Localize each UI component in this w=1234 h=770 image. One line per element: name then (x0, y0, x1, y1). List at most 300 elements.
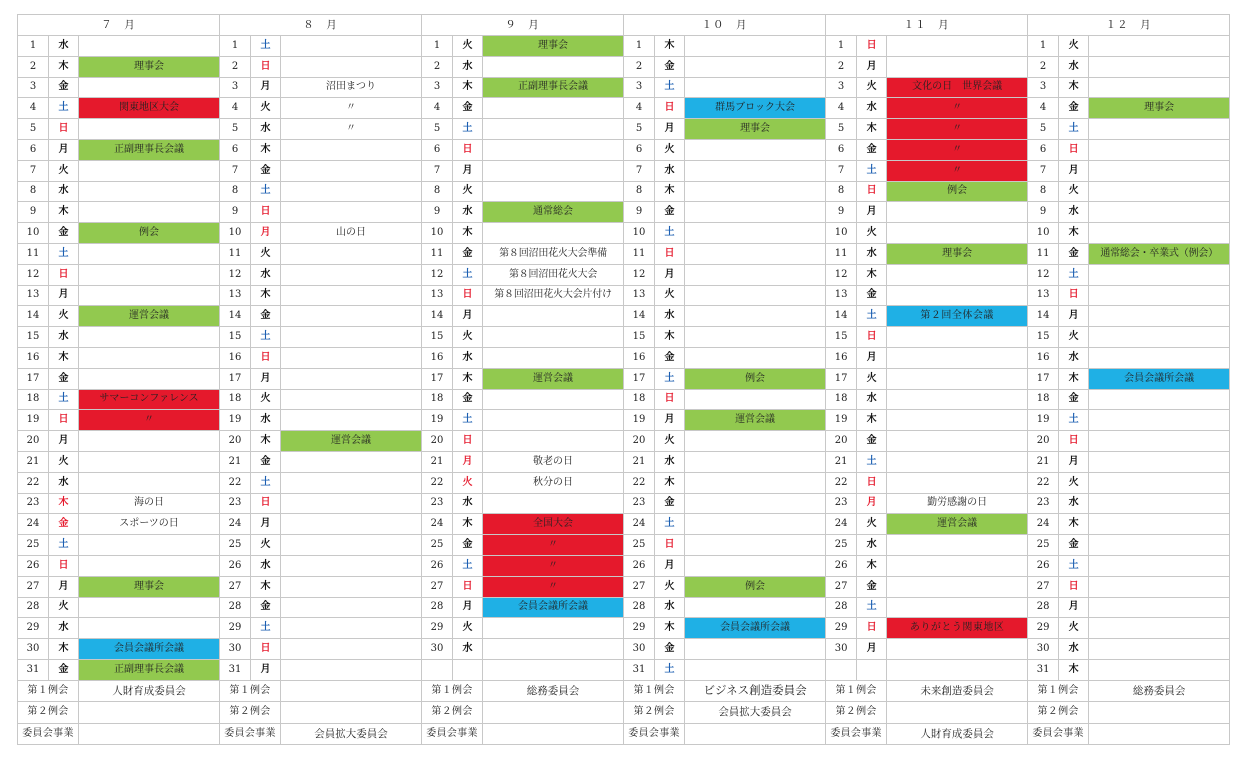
event-cell: 通常総会・卒業式（例会） (1089, 243, 1230, 264)
day-number: 22 (422, 472, 453, 493)
event-cell: 〃 (887, 139, 1028, 160)
footer-committee: 会員拡大委員会 (685, 702, 826, 724)
empty-event-cell (685, 306, 826, 327)
weekday-cell: 日 (49, 119, 79, 140)
event-cell: 〃 (887, 119, 1028, 140)
empty-event-cell (483, 98, 624, 119)
day-number: 8 (624, 181, 655, 202)
weekday-cell: 木 (251, 285, 281, 306)
weekday-cell: 木 (49, 56, 79, 77)
day-number: 12 (826, 264, 857, 285)
day-number: 11 (220, 243, 251, 264)
month-header: １０ 月 (624, 15, 826, 36)
weekday-cell: 月 (49, 139, 79, 160)
empty-event-cell (79, 243, 220, 264)
weekday-cell: 日 (49, 410, 79, 431)
day-number: 7 (624, 160, 655, 181)
empty-event-cell (1089, 597, 1230, 618)
empty-event-cell (281, 56, 422, 77)
empty-event-cell (281, 555, 422, 576)
empty-event-cell (79, 181, 220, 202)
day-number (422, 659, 453, 680)
day-number: 26 (826, 555, 857, 576)
footer-committee: 未来創造委員会 (887, 680, 1028, 702)
weekday-cell: 日 (49, 264, 79, 285)
day-number: 12 (220, 264, 251, 285)
day-row (18, 98, 1230, 119)
day-number (826, 659, 857, 680)
day-number: 24 (220, 514, 251, 535)
day-number: 4 (1028, 98, 1059, 119)
day-number: 12 (624, 264, 655, 285)
weekday-cell: 水 (251, 264, 281, 285)
day-number: 3 (18, 77, 49, 98)
weekday-cell: 火 (1059, 472, 1089, 493)
footer-committee: 会員拡大委員会 (281, 723, 422, 745)
day-number: 13 (624, 285, 655, 306)
day-number: 23 (624, 493, 655, 514)
day-number: 4 (826, 98, 857, 119)
weekday-cell: 木 (655, 327, 685, 348)
day-number: 2 (422, 56, 453, 77)
event-cell: 運営会議 (281, 431, 422, 452)
empty-event-cell (483, 306, 624, 327)
empty-event-cell (1089, 347, 1230, 368)
weekday-cell: 土 (49, 98, 79, 119)
day-number: 9 (422, 202, 453, 223)
empty-event-cell (685, 77, 826, 98)
day-row (18, 368, 1230, 389)
day-row (18, 327, 1230, 348)
empty-event-cell (1089, 77, 1230, 98)
footer-committee (1089, 702, 1230, 724)
day-number: 11 (422, 243, 453, 264)
footer-committee: 人財育成委員会 (887, 723, 1028, 745)
empty-event-cell (685, 535, 826, 556)
day-number: 21 (422, 451, 453, 472)
event-cell: 例会 (887, 181, 1028, 202)
empty-event-cell (685, 639, 826, 660)
weekday-cell: 水 (453, 202, 483, 223)
day-number: 5 (422, 119, 453, 140)
weekday-cell: 水 (1059, 347, 1089, 368)
weekday-cell: 月 (655, 119, 685, 140)
day-row (18, 410, 1230, 431)
weekday-cell: 土 (857, 306, 887, 327)
weekday-cell: 月 (251, 77, 281, 98)
empty-event-cell (79, 618, 220, 639)
footer-label: 委員会事業 (422, 723, 483, 745)
day-number: 19 (1028, 410, 1059, 431)
empty-event-cell (685, 223, 826, 244)
event-cell: 〃 (887, 160, 1028, 181)
event-cell: 〃 (887, 98, 1028, 119)
weekday-cell: 火 (1059, 327, 1089, 348)
weekday-cell: 金 (857, 139, 887, 160)
weekday-cell: 木 (1059, 659, 1089, 680)
weekday-cell: 日 (1059, 576, 1089, 597)
empty-event-cell (281, 451, 422, 472)
weekday-cell: 月 (453, 451, 483, 472)
day-number: 28 (624, 597, 655, 618)
footer-committee (79, 702, 220, 724)
weekday-cell: 木 (49, 347, 79, 368)
day-row (18, 119, 1230, 140)
day-row (18, 639, 1230, 660)
empty-event-cell (1089, 119, 1230, 140)
event-cell: 第２回全体会議 (887, 306, 1028, 327)
weekday-cell: 火 (655, 285, 685, 306)
day-number: 30 (826, 639, 857, 660)
empty-event-cell (79, 285, 220, 306)
day-number: 8 (422, 181, 453, 202)
day-number: 17 (220, 368, 251, 389)
empty-event-cell (685, 659, 826, 680)
day-number: 17 (422, 368, 453, 389)
empty-event-cell (1089, 431, 1230, 452)
day-number: 29 (826, 618, 857, 639)
weekday-cell (857, 659, 887, 680)
empty-event-cell (483, 327, 624, 348)
day-number: 29 (624, 618, 655, 639)
footer-row (18, 702, 1230, 724)
weekday-cell: 月 (1059, 597, 1089, 618)
day-number: 6 (18, 139, 49, 160)
day-number: 6 (624, 139, 655, 160)
weekday-cell: 土 (857, 160, 887, 181)
empty-event-cell (1089, 285, 1230, 306)
empty-event-cell (281, 327, 422, 348)
empty-event-cell (1089, 36, 1230, 57)
event-cell: 〃 (483, 555, 624, 576)
day-row (18, 243, 1230, 264)
day-number: 7 (18, 160, 49, 181)
day-number: 10 (422, 223, 453, 244)
empty-event-cell (685, 202, 826, 223)
empty-event-cell (79, 597, 220, 618)
empty-event-cell (1089, 56, 1230, 77)
weekday-cell: 火 (251, 535, 281, 556)
day-number: 6 (1028, 139, 1059, 160)
weekday-cell: 金 (49, 77, 79, 98)
day-number: 25 (220, 535, 251, 556)
weekday-cell: 土 (1059, 555, 1089, 576)
day-number: 2 (826, 56, 857, 77)
empty-event-cell (887, 555, 1028, 576)
weekday-cell: 木 (251, 139, 281, 160)
day-number: 11 (624, 243, 655, 264)
weekday-cell: 木 (1059, 223, 1089, 244)
footer-committee (281, 702, 422, 724)
event-cell: 〃 (483, 576, 624, 597)
weekday-cell: 木 (251, 431, 281, 452)
day-number: 29 (1028, 618, 1059, 639)
empty-event-cell (281, 576, 422, 597)
day-number: 20 (18, 431, 49, 452)
day-number: 15 (18, 327, 49, 348)
weekday-cell: 火 (251, 98, 281, 119)
day-number: 15 (1028, 327, 1059, 348)
weekday-cell: 土 (251, 618, 281, 639)
empty-event-cell (281, 389, 422, 410)
event-cell: 群馬ブロック大会 (685, 98, 826, 119)
empty-event-cell (887, 264, 1028, 285)
empty-event-cell (685, 181, 826, 202)
weekday-cell: 火 (453, 472, 483, 493)
empty-event-cell (281, 493, 422, 514)
footer-label: 第１例会 (624, 680, 685, 702)
empty-event-cell (79, 368, 220, 389)
empty-event-cell (1089, 139, 1230, 160)
weekday-cell: 月 (251, 368, 281, 389)
day-number: 7 (422, 160, 453, 181)
day-number: 21 (18, 451, 49, 472)
weekday-cell: 月 (857, 639, 887, 660)
weekday-cell: 月 (857, 202, 887, 223)
day-number: 28 (18, 597, 49, 618)
day-number: 19 (624, 410, 655, 431)
day-number: 22 (624, 472, 655, 493)
day-number: 10 (624, 223, 655, 244)
day-number: 2 (18, 56, 49, 77)
weekday-cell: 月 (857, 347, 887, 368)
weekday-cell: 火 (857, 77, 887, 98)
weekday-cell: 火 (655, 431, 685, 452)
empty-event-cell (887, 368, 1028, 389)
event-cell: 会員会議所会議 (685, 618, 826, 639)
weekday-cell: 月 (1059, 160, 1089, 181)
day-number: 13 (18, 285, 49, 306)
empty-event-cell (1089, 410, 1230, 431)
weekday-cell: 日 (453, 139, 483, 160)
empty-event-cell (483, 389, 624, 410)
empty-event-cell (1089, 555, 1230, 576)
day-number: 3 (220, 77, 251, 98)
day-number: 24 (1028, 514, 1059, 535)
event-cell: 会員会議所会議 (79, 639, 220, 660)
day-number: 1 (422, 36, 453, 57)
day-number: 3 (422, 77, 453, 98)
weekday-cell: 日 (655, 535, 685, 556)
day-number: 25 (1028, 535, 1059, 556)
empty-event-cell (685, 555, 826, 576)
day-number: 14 (220, 306, 251, 327)
weekday-cell: 金 (1059, 243, 1089, 264)
day-number: 30 (1028, 639, 1059, 660)
footer-label: 委員会事業 (220, 723, 281, 745)
weekday-cell: 金 (857, 576, 887, 597)
day-number: 13 (422, 285, 453, 306)
weekday-cell: 土 (1059, 119, 1089, 140)
weekday-cell: 月 (655, 264, 685, 285)
empty-event-cell (685, 493, 826, 514)
day-number: 31 (220, 659, 251, 680)
empty-event-cell (685, 597, 826, 618)
weekday-cell: 土 (655, 659, 685, 680)
footer-committee (483, 702, 624, 724)
footer-committee (281, 680, 422, 702)
day-number: 14 (18, 306, 49, 327)
event-cell: 敬老の日 (483, 451, 624, 472)
empty-event-cell (1089, 327, 1230, 348)
weekday-cell: 土 (655, 514, 685, 535)
weekday-cell: 月 (453, 306, 483, 327)
event-cell: 正副理事長会議 (79, 659, 220, 680)
weekday-cell: 火 (49, 306, 79, 327)
day-number: 23 (1028, 493, 1059, 514)
empty-event-cell (281, 202, 422, 223)
event-cell: 勤労感謝の日 (887, 493, 1028, 514)
event-cell: 第８回沼田花火大会準備 (483, 243, 624, 264)
empty-event-cell (281, 472, 422, 493)
weekday-cell: 木 (655, 618, 685, 639)
month-header: １２ 月 (1028, 15, 1230, 36)
day-number: 23 (18, 493, 49, 514)
empty-event-cell (887, 223, 1028, 244)
weekday-cell: 水 (49, 36, 79, 57)
weekday-cell: 金 (453, 243, 483, 264)
empty-event-cell (1089, 181, 1230, 202)
weekday-cell: 金 (453, 535, 483, 556)
empty-event-cell (1089, 306, 1230, 327)
day-number: 2 (624, 56, 655, 77)
weekday-cell: 土 (251, 472, 281, 493)
weekday-cell: 月 (49, 431, 79, 452)
footer-committee: 人財育成委員会 (79, 680, 220, 702)
day-row (18, 264, 1230, 285)
day-number: 8 (220, 181, 251, 202)
weekday-cell: 木 (655, 472, 685, 493)
weekday-cell: 木 (857, 264, 887, 285)
day-number: 13 (1028, 285, 1059, 306)
weekday-cell: 木 (453, 514, 483, 535)
empty-event-cell (483, 659, 624, 680)
weekday-cell: 木 (1059, 514, 1089, 535)
day-number: 17 (826, 368, 857, 389)
empty-event-cell (79, 119, 220, 140)
event-cell: 山の日 (281, 223, 422, 244)
day-number: 20 (624, 431, 655, 452)
empty-event-cell (1089, 264, 1230, 285)
weekday-cell: 火 (453, 181, 483, 202)
empty-event-cell (1089, 472, 1230, 493)
day-number: 22 (220, 472, 251, 493)
weekday-cell: 水 (49, 472, 79, 493)
month-header: １１ 月 (826, 15, 1028, 36)
weekday-cell: 日 (1059, 431, 1089, 452)
day-number: 9 (220, 202, 251, 223)
weekday-cell: 月 (251, 223, 281, 244)
day-number: 30 (18, 639, 49, 660)
empty-event-cell (79, 535, 220, 556)
weekday-cell: 水 (251, 555, 281, 576)
day-number: 1 (826, 36, 857, 57)
weekday-cell: 土 (655, 368, 685, 389)
empty-event-cell (685, 472, 826, 493)
weekday-cell: 金 (49, 368, 79, 389)
day-row (18, 576, 1230, 597)
day-number: 24 (18, 514, 49, 535)
empty-event-cell (281, 264, 422, 285)
empty-event-cell (79, 36, 220, 57)
day-number: 22 (1028, 472, 1059, 493)
day-number: 10 (1028, 223, 1059, 244)
day-number: 12 (422, 264, 453, 285)
day-number: 19 (18, 410, 49, 431)
weekday-cell: 土 (49, 535, 79, 556)
weekday-cell: 土 (453, 119, 483, 140)
day-number: 4 (422, 98, 453, 119)
weekday-cell: 水 (857, 243, 887, 264)
weekday-cell: 月 (49, 576, 79, 597)
day-number: 9 (1028, 202, 1059, 223)
weekday-cell: 火 (49, 160, 79, 181)
empty-event-cell (281, 306, 422, 327)
weekday-cell: 土 (251, 36, 281, 57)
day-number: 2 (220, 56, 251, 77)
empty-event-cell (1089, 618, 1230, 639)
weekday-cell: 火 (857, 514, 887, 535)
weekday-cell: 月 (251, 659, 281, 680)
weekday-cell: 日 (857, 181, 887, 202)
weekday-cell: 木 (453, 223, 483, 244)
day-number: 10 (826, 223, 857, 244)
empty-event-cell (887, 451, 1028, 472)
day-number: 26 (624, 555, 655, 576)
footer-committee (79, 723, 220, 745)
weekday-cell: 木 (1059, 368, 1089, 389)
day-number: 17 (1028, 368, 1059, 389)
day-number: 14 (1028, 306, 1059, 327)
weekday-cell: 水 (857, 535, 887, 556)
empty-event-cell (281, 597, 422, 618)
weekday-cell: 月 (453, 160, 483, 181)
weekday-cell: 土 (857, 451, 887, 472)
weekday-cell: 木 (857, 410, 887, 431)
schedule-table (17, 14, 1230, 745)
weekday-cell: 火 (1059, 36, 1089, 57)
day-number: 27 (220, 576, 251, 597)
empty-event-cell (887, 285, 1028, 306)
weekday-cell: 金 (49, 514, 79, 535)
footer-label: 第１例会 (826, 680, 887, 702)
weekday-cell: 水 (453, 639, 483, 660)
empty-event-cell (483, 618, 624, 639)
day-number: 26 (18, 555, 49, 576)
event-cell: 運営会議 (79, 306, 220, 327)
empty-event-cell (887, 597, 1028, 618)
day-number: 26 (1028, 555, 1059, 576)
weekday-cell: 金 (251, 160, 281, 181)
day-number: 16 (220, 347, 251, 368)
event-cell: 文化の日 世界会議 (887, 77, 1028, 98)
day-number: 11 (18, 243, 49, 264)
weekday-cell: 日 (655, 243, 685, 264)
weekday-cell: 水 (453, 347, 483, 368)
day-number: 15 (422, 327, 453, 348)
weekday-cell: 土 (49, 389, 79, 410)
empty-event-cell (887, 327, 1028, 348)
day-row (18, 555, 1230, 576)
day-number: 22 (826, 472, 857, 493)
day-number: 12 (1028, 264, 1059, 285)
weekday-cell: 水 (1059, 639, 1089, 660)
day-number: 29 (422, 618, 453, 639)
day-number: 12 (18, 264, 49, 285)
weekday-cell: 日 (655, 389, 685, 410)
weekday-cell: 火 (251, 243, 281, 264)
weekday-cell: 日 (251, 639, 281, 660)
